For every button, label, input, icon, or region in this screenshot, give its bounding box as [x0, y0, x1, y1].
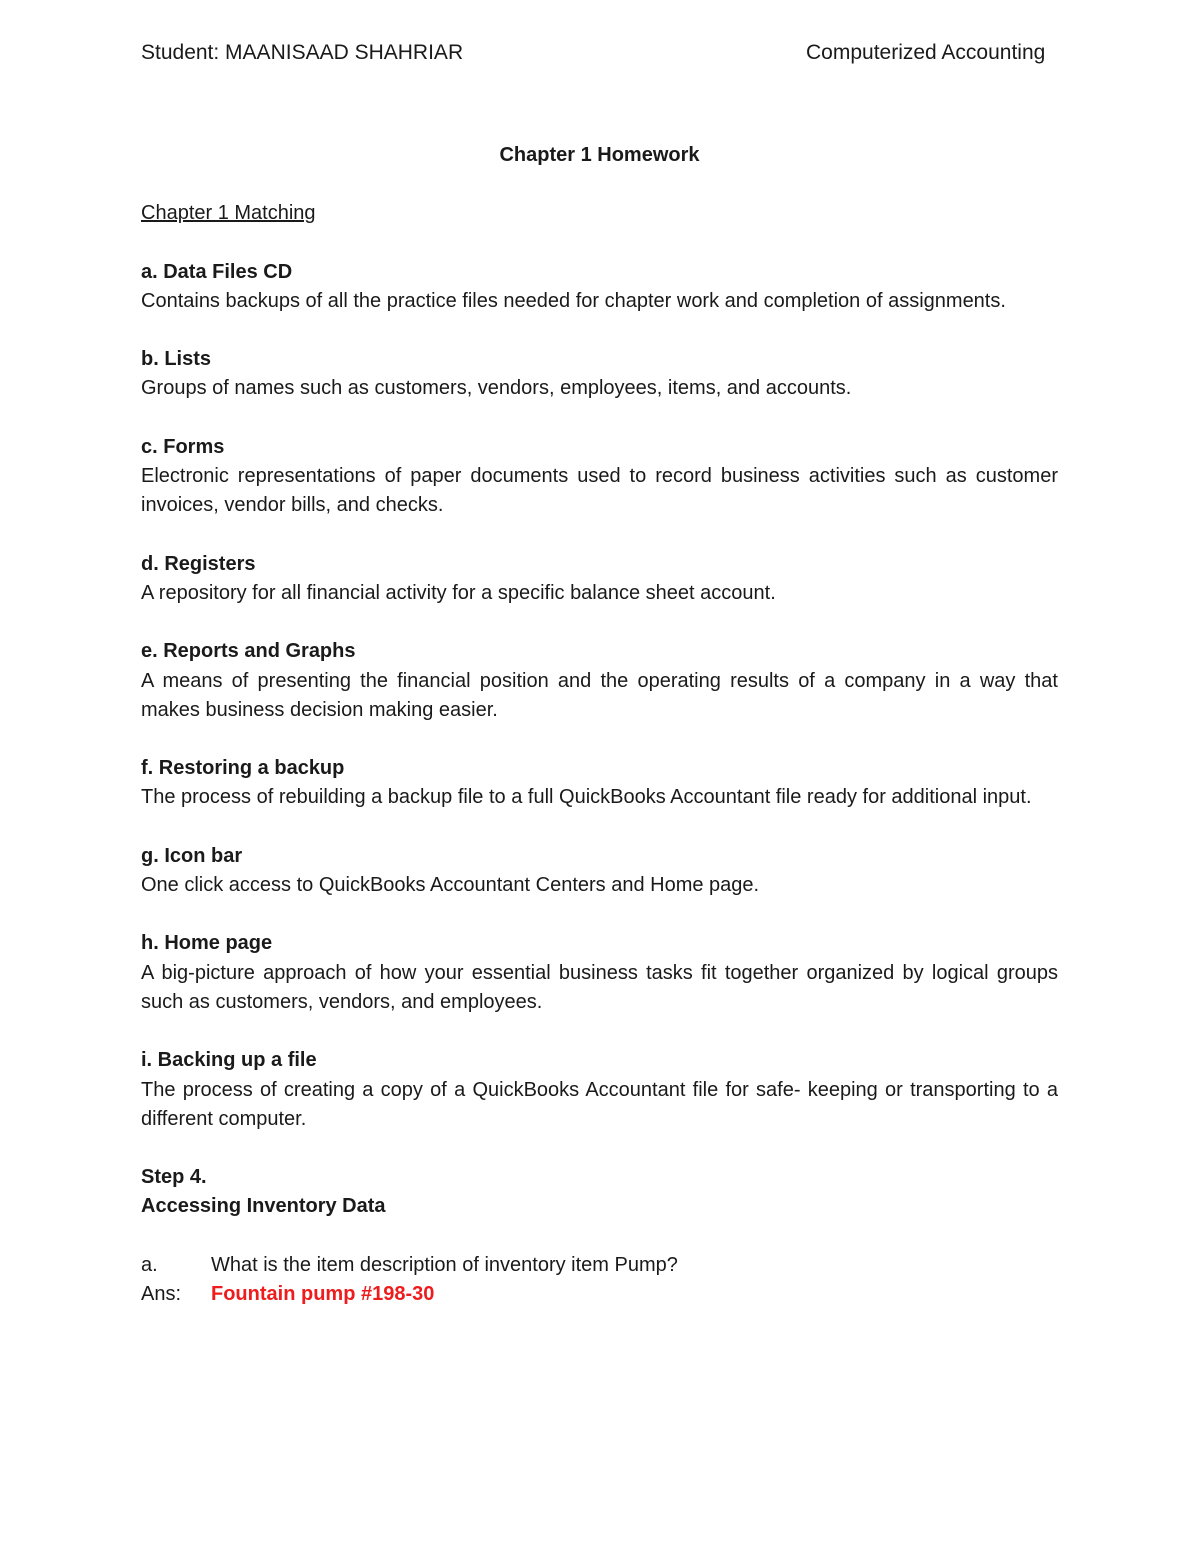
term-item	[141, 1046, 1058, 1134]
term-label: b. Lists	[141, 348, 212, 371]
term-item	[141, 550, 1058, 609]
term-definition: A repository for all financial activity for a specific balance sheet account.	[141, 581, 776, 604]
term-label: h. Home page	[141, 932, 273, 955]
question-row	[141, 1251, 1058, 1280]
term-item	[141, 929, 1058, 1017]
term-definition: One click access to QuickBooks Accountant Centers and Home page.	[141, 874, 760, 897]
term-item	[141, 842, 1058, 901]
step-subtitle: Accessing Inventory Data	[141, 1195, 386, 1218]
term-label: d. Registers	[141, 552, 256, 575]
page-title: Chapter 1 Homework	[499, 144, 700, 166]
answer-text: Fountain pump #198-30	[211, 1283, 435, 1306]
step-label: Step 4.	[141, 1166, 207, 1189]
term-item	[141, 345, 1058, 404]
term-item	[141, 433, 1058, 521]
term-item	[141, 754, 1058, 813]
term-item	[141, 258, 1058, 317]
term-label: g. Icon bar	[141, 844, 243, 867]
term-item	[141, 637, 1058, 725]
answer-row	[141, 1280, 1058, 1309]
term-label: f. Restoring a backup	[141, 757, 345, 780]
term-definition: Contains backups of all the practice files needed for chapter work and completion of assignments.	[141, 289, 1006, 312]
term-definition: A big-picture approach of how your essential business tasks fit together organized by logical groups such as customers, vendors, and employees.	[141, 961, 1058, 1013]
header-course: Computerized Accounting	[806, 41, 1046, 64]
term-definition: The process of creating a copy of a QuickBooks Accountant file for safe- keeping or transporting to a different computer.	[141, 1078, 1058, 1130]
term-label: i. Backing up a file	[141, 1049, 317, 1072]
answer-key: Ans:	[141, 1283, 182, 1306]
term-definition: The process of rebuilding a backup file to a full QuickBooks Accountant file ready for additional input.	[141, 786, 1032, 809]
term-definition: A means of presenting the financial position and the operating results of a company in a way that makes business decision making easier.	[141, 669, 1058, 721]
question-text: What is the item description of inventory item Pump?	[211, 1253, 678, 1276]
term-label: e. Reports and Graphs	[141, 640, 356, 663]
term-label: c. Forms	[141, 435, 225, 458]
question-key: a.	[141, 1253, 158, 1276]
term-definition: Electronic representations of paper documents used to record business activities such as customer invoices, vendor bills, and checks.	[141, 465, 1058, 517]
document-body	[141, 141, 1058, 1309]
section-heading: Chapter 1 Matching	[141, 202, 316, 225]
header-student: Student: MAANISAAD SHAHRIAR	[141, 41, 464, 64]
term-label: a. Data Files CD	[141, 260, 293, 283]
step-heading	[141, 1163, 1058, 1222]
term-definition: Groups of names such as customers, vendors, employees, items, and accounts.	[141, 377, 852, 400]
